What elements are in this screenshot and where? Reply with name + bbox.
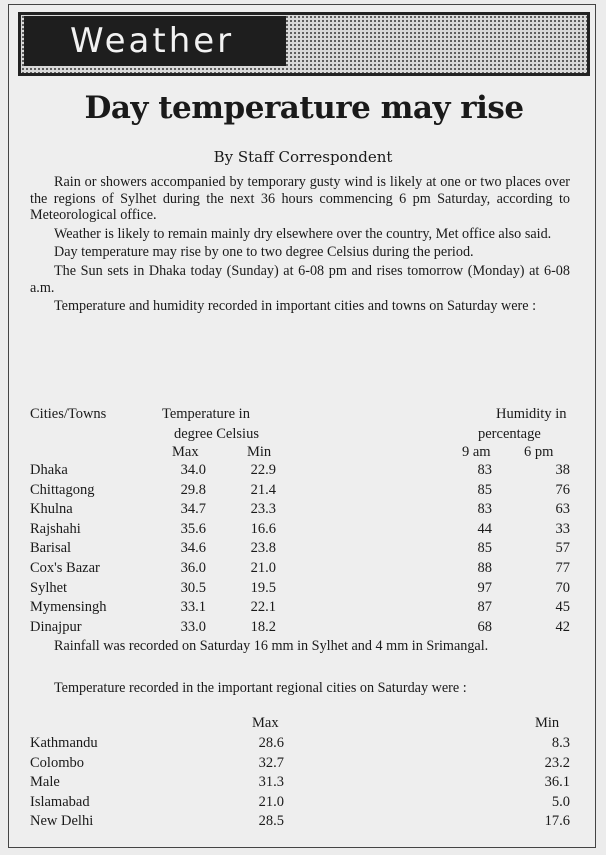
cell-min: 22.1: [250, 599, 276, 616]
cell-humidity-9am: 44: [477, 520, 492, 537]
cell-humidity-9am: 83: [477, 501, 492, 518]
section-label: Weather: [70, 21, 235, 61]
cell-regional-city: Kathmandu: [30, 735, 98, 751]
cell-humidity-9am: 83: [477, 462, 492, 478]
cell-city: Dhaka: [30, 462, 68, 478]
cell-regional-max: 31.3: [258, 774, 284, 791]
col-header-humidity-unit: percentage: [478, 426, 541, 442]
cell-humidity-9am: 87: [477, 599, 492, 616]
cell-max: 36.0: [180, 560, 206, 576]
cell-city: Cox's Bazar: [30, 560, 100, 576]
regional-table: [30, 715, 575, 835]
paragraph: Rain or showers accompanied by temporary gusty wind is likely at one or two places over the regions of Sylhet during the next 36 hours commencing 6 pm Saturday, according to Meteorological office.: [30, 174, 570, 224]
cell-regional-max: 21.0: [258, 793, 284, 810]
cell-city: Mymensingh: [30, 599, 107, 616]
cell-city: Sylhet: [30, 579, 68, 596]
cell-regional-city: Male: [30, 774, 60, 791]
rainfall-note: Rainfall was recorded on Saturday 16 mm in Sylhet and 4 mm in Srimangal.: [54, 638, 489, 654]
cell-regional-max: 28.5: [258, 813, 284, 830]
cell-max: 34.7: [180, 501, 206, 518]
regional-sub-header-max: Max: [252, 715, 279, 731]
cell-max: 35.6: [180, 520, 206, 537]
regional-intro: Temperature recorded in the important regional cities on Saturday were :: [54, 680, 467, 696]
cell-humidity-6pm: 76: [555, 481, 570, 498]
cell-regional-city: New Delhi: [30, 813, 94, 830]
article-body: [30, 174, 570, 317]
cell-humidity-6pm: 33: [555, 520, 570, 537]
cell-humidity-6pm: 63: [555, 501, 570, 518]
cell-humidity-6pm: 57: [555, 540, 570, 557]
sub-header-max: Max: [172, 444, 199, 460]
cell-humidity-6pm: 77: [555, 560, 570, 576]
cell-city: Dinajpur: [30, 618, 82, 635]
cell-regional-max: 32.7: [258, 754, 284, 771]
cell-regional-min: 8.3: [551, 735, 570, 751]
cell-humidity-6pm: 70: [555, 579, 570, 596]
paragraph: Day temperature may rise by one to two degree Celsius during the period.: [54, 244, 474, 261]
cell-min: 19.5: [250, 579, 276, 596]
sub-header-min: Min: [247, 444, 272, 460]
regional-sub-header-min: Min: [535, 715, 560, 731]
cell-humidity-6pm: 42: [555, 618, 570, 635]
cell-max: 33.1: [180, 599, 206, 616]
cell-min: 23.3: [250, 501, 276, 518]
col-header-city: Cities/Towns: [30, 406, 107, 422]
byline: By Staff Correspondent: [213, 148, 393, 166]
regional-intro-block: [30, 680, 570, 697]
cell-min: 16.6: [250, 520, 276, 537]
cell-humidity-6pm: 45: [555, 599, 570, 616]
cell-city: Chittagong: [30, 481, 95, 498]
paragraph: Temperature and humidity recorded in important cities and towns on Saturday were :: [54, 298, 537, 315]
cell-regional-min: 17.6: [544, 813, 570, 830]
paragraph: Weather is likely to remain mainly dry elsewhere over the country, Met office also said.: [54, 225, 552, 242]
cell-regional-city: Colombo: [30, 754, 84, 771]
cell-humidity-9am: 85: [477, 481, 492, 498]
cell-regional-min: 23.2: [544, 754, 570, 771]
cell-humidity-6pm: 38: [555, 462, 570, 478]
paragraph: The Sun sets in Dhaka today (Sunday) at 6-08 pm and rises tomorrow (Monday) at 6-08 a.m.: [30, 262, 570, 296]
city-table: [30, 406, 575, 646]
col-header-humidity: Humidity in: [496, 406, 567, 422]
cell-max: 29.8: [180, 481, 206, 498]
cell-min: 23.8: [250, 540, 276, 557]
cell-min: 18.2: [250, 618, 276, 635]
cell-city: Rajshahi: [30, 520, 81, 537]
cell-regional-min: 5.0: [551, 793, 570, 810]
cell-max: 33.0: [180, 618, 206, 635]
cell-max: 34.6: [180, 540, 206, 557]
cell-regional-city: Islamabad: [30, 793, 90, 810]
rainfall-note-block: [30, 638, 570, 655]
col-header-temp-unit: degree Celsius: [174, 426, 259, 442]
cell-humidity-9am: 85: [477, 540, 492, 557]
cell-max: 34.0: [180, 462, 206, 478]
cell-humidity-9am: 68: [477, 618, 492, 635]
cell-max: 30.5: [180, 579, 206, 596]
cell-regional-min: 36.1: [544, 774, 570, 791]
cell-humidity-9am: 88: [477, 560, 492, 576]
cell-min: 21.4: [250, 481, 276, 498]
section-label-box: [24, 16, 286, 66]
sub-header-9am: 9 am: [462, 444, 491, 460]
col-header-temp: Temperature in: [162, 406, 250, 422]
cell-humidity-9am: 97: [477, 579, 492, 596]
cell-regional-max: 28.6: [258, 735, 284, 751]
cell-city: Khulna: [30, 501, 73, 518]
sub-header-6pm: 6 pm: [524, 444, 554, 460]
cell-min: 21.0: [250, 560, 276, 576]
headline: Day temperature may rise: [84, 90, 524, 126]
cell-city: Barisal: [30, 540, 72, 557]
cell-min: 22.9: [250, 462, 276, 478]
